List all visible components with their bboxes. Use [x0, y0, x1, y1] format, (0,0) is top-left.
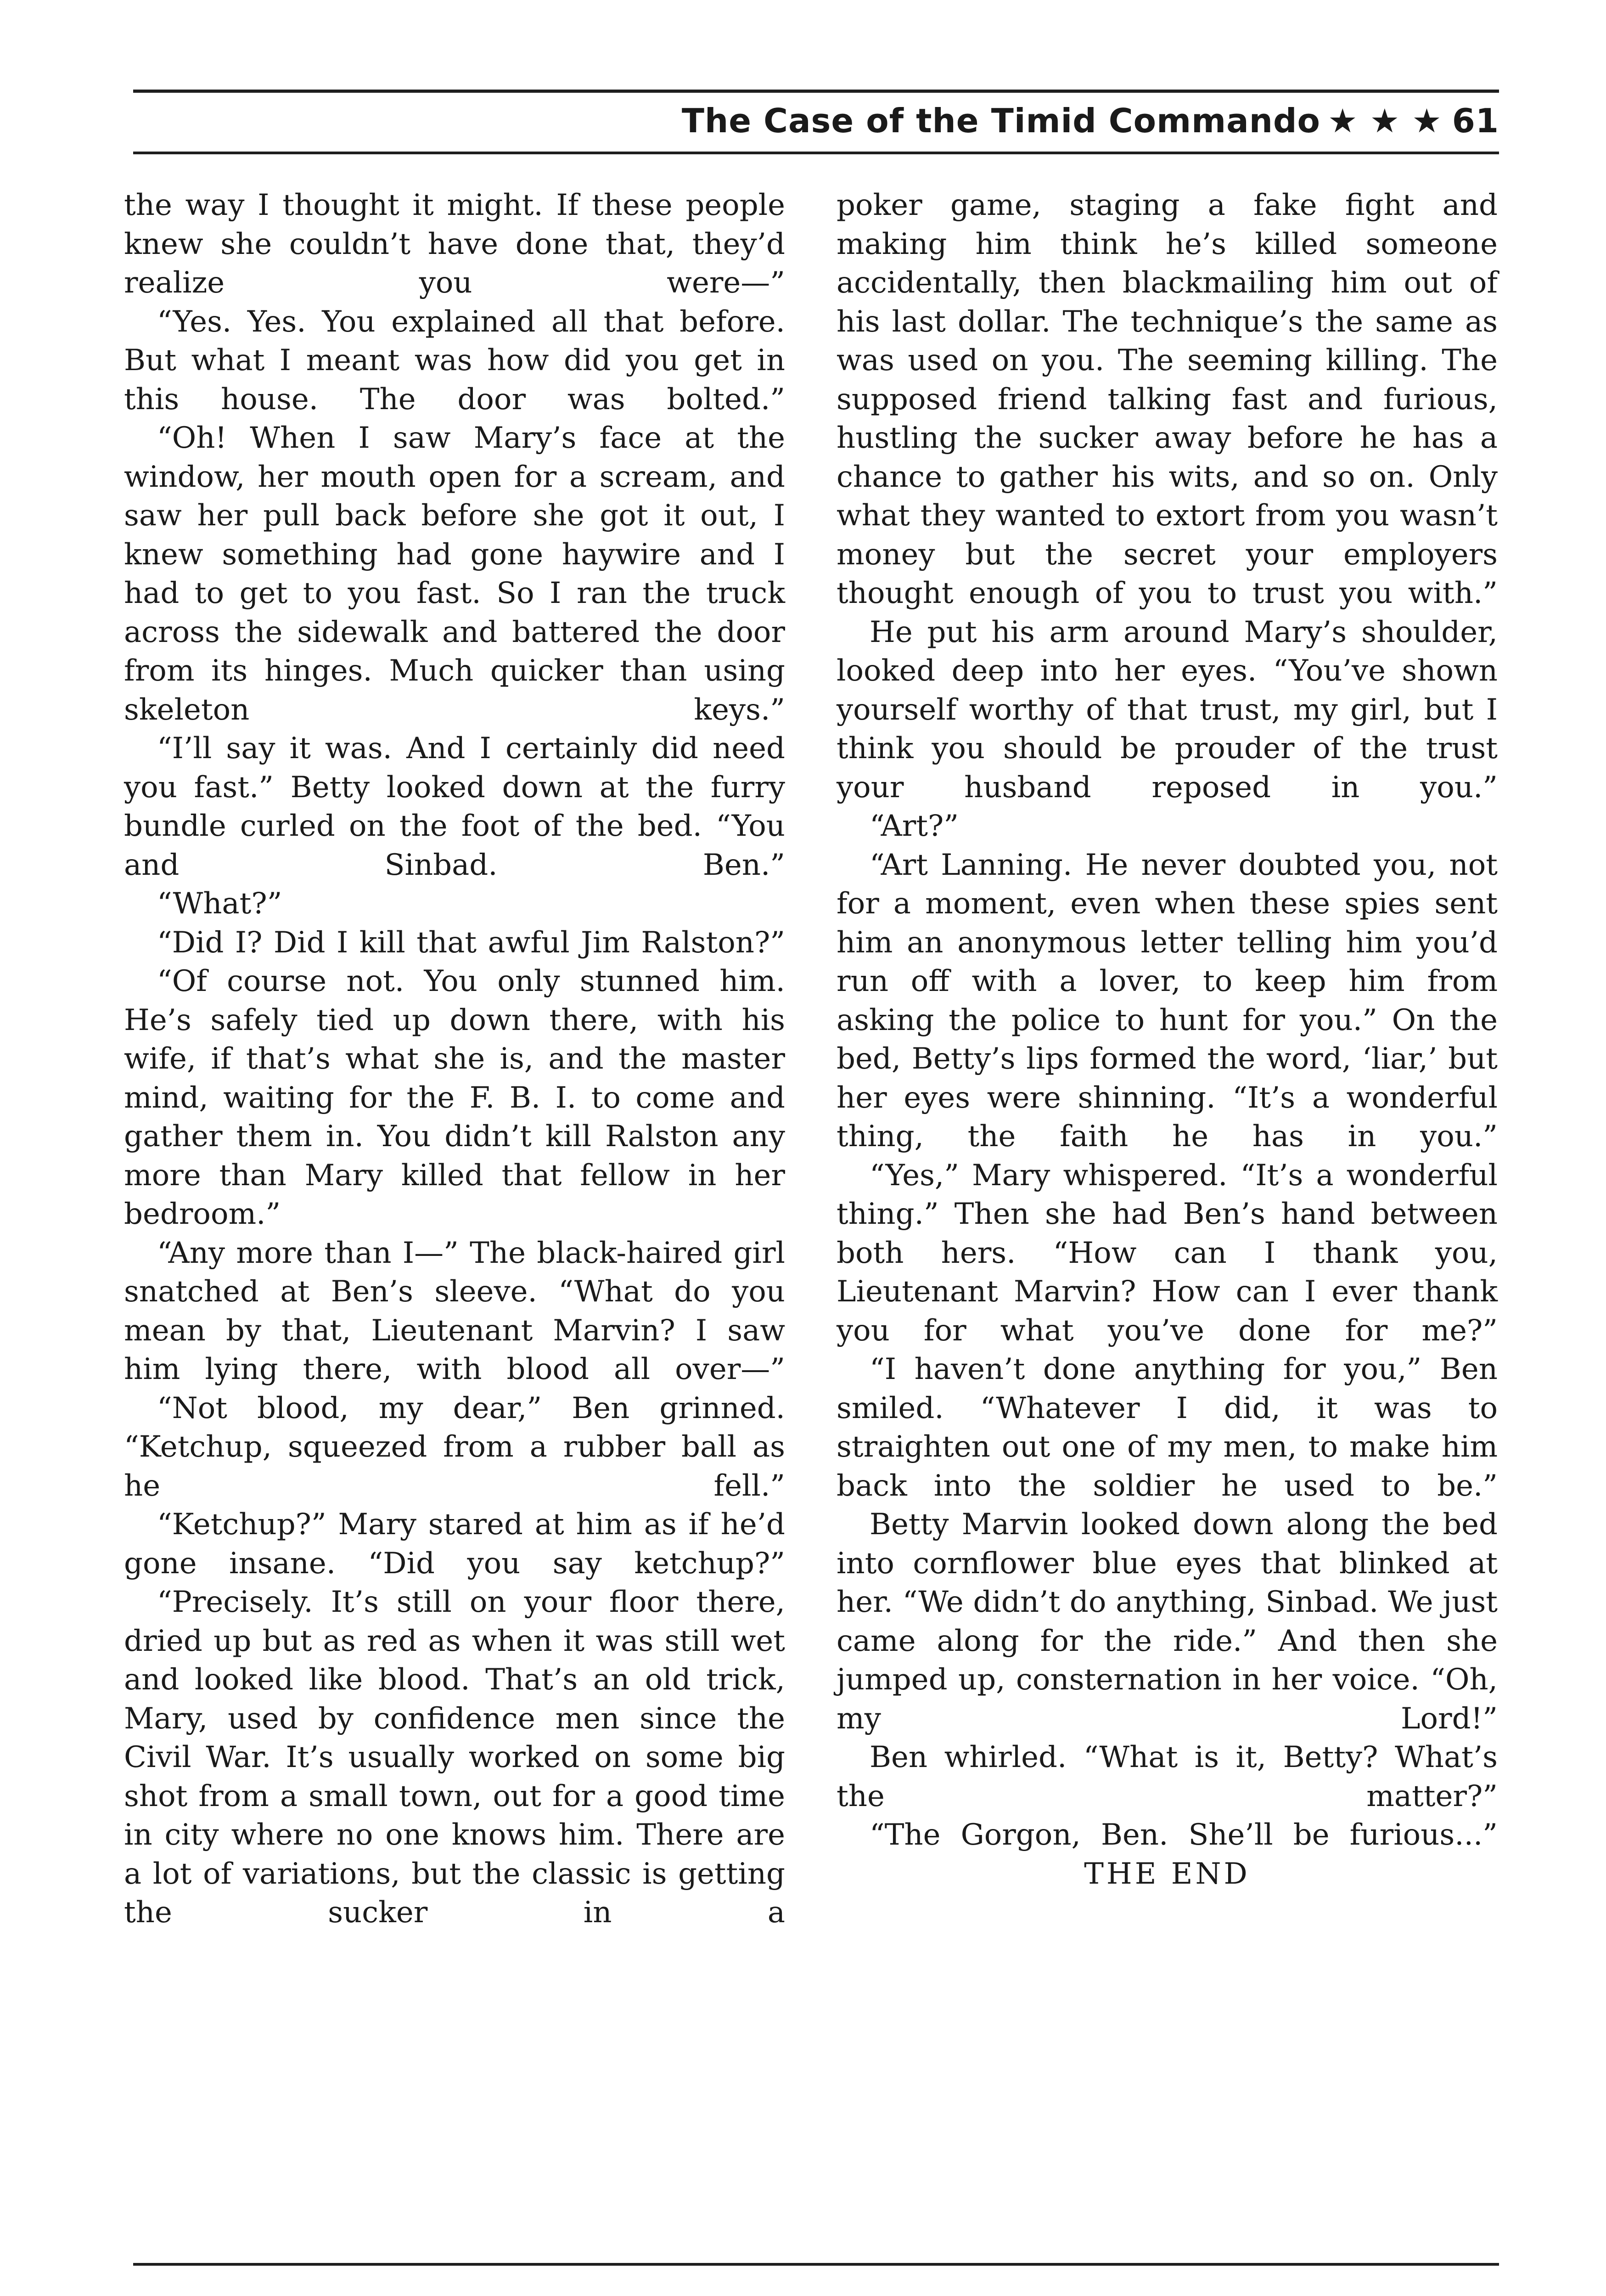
paragraph: “Yes,” Mary whispered. “It’s a wonderful thing.” Then she had Ben’s hand between both hers. “How can I thank you, Lieutenant Marvin? How can I ever thank you for what you’ve done for me?”	[837, 1158, 1498, 1348]
paragraph: “Ketchup?” Mary stared at him as if he’d gone insane. “Did you say ketchup?”	[124, 1508, 785, 1581]
paragraph: Ben whirled. “What is it, Betty? What’s the matter?”	[837, 1740, 1498, 1813]
paragraph: “I haven’t done anything for you,” Ben smiled. “Whatever I did, it was to straighten out one of my men, to make him back into the soldier he used to be.”	[837, 1352, 1498, 1503]
header-rule	[133, 152, 1499, 154]
paragraph: “I’ll say it was. And I certainly did need you fast.” Betty looked down at the furry bundle curled on the foot of the bed. “You and Sinbad. Ben.”	[124, 732, 785, 882]
paragraph: He put his arm around Mary’s shoulder, looked deep into her eyes. “You’ve shown yourself worthy of that trust, my girl, but I think you should be prouder of the trust your husband reposed in you.”	[837, 615, 1498, 805]
paragraph: “Not blood, my dear,” Ben grinned. “Ketchup, squeezed from a rubber ball as he fell.”	[124, 1391, 785, 1503]
paragraph: “What?”	[157, 887, 282, 921]
the-end: THE END	[1084, 1857, 1250, 1891]
paragraph: Betty Marvin looked down along the bed into cornflower blue eyes that blinked at her. “We didn’t do anything, Sinbad. We just came along for the ride.” And then she jumped up, consternation in her voice. “Oh, my Lord!”	[837, 1508, 1498, 1736]
paragraph: “The Gorgon, Ben. She’ll be furious...”	[870, 1818, 1498, 1852]
story-title: The Case of the Timid Commando	[681, 101, 1321, 140]
left-column	[124, 186, 785, 1932]
top-rule	[133, 90, 1499, 93]
paragraph: “Precisely. It’s still on your floor there, dried up but as red as when it was still wet and looked like blood. That’s an old trick, Mary, used by confidence men since the Civil War. It’s usually worked on some big shot from a small town, out for a good time in city where no one knows him. There are a lot of variations, but the classic is getting the sucker in a	[124, 1585, 785, 1930]
stars-ornament: ★ ★ ★	[1328, 101, 1442, 140]
paragraph: “Yes. Yes. You explained all that before. But what I meant was how did you get in this house. The door was bolted.”	[124, 304, 785, 416]
paragraph: poker game, staging a fake fight and making him think he’s killed someone accidentally, then blackmailing him out of his last dollar. The technique’s the same as was used on you. The seeming killing. The supposed friend talking fast and furious, hustling the sucker away before he has a chance to gather his wits, and so on. Only what they wanted to extort from you wasn’t money but the secret your employers thought enough of you to trust you with.”	[837, 188, 1498, 610]
running-header	[133, 96, 1499, 146]
page-number: 61	[1452, 101, 1499, 140]
paragraph: the way I thought it might. If these people knew she couldn’t have done that, they’d realize you were—”	[124, 188, 785, 300]
paragraph: “Did I? Did I kill that awful Jim Ralston?”	[157, 925, 785, 960]
paragraph: “Of course not. You only stunned him. He’s safely tied up down there, with his wife, if that’s what she is, and the master mind, waiting for the F. B. I. to come and gather them in. You didn’t kill Ralston any more than Mary killed that fellow in her bedroom.”	[124, 964, 785, 1231]
right-column	[837, 186, 1498, 1893]
paragraph: “Art Lanning. He never doubted you, not for a moment, even when these spies sent him an anonymous letter telling him you’d run off with a lover, to keep him from asking the police to hunt for you.” On the bed, Betty’s lips formed the word, ‘liar,’ but her eyes were shinning. “It’s a wonderful thing, the faith he has in you.”	[837, 848, 1498, 1154]
bottom-rule	[133, 2263, 1499, 2266]
paragraph: “Art?”	[870, 809, 959, 843]
paragraph: “Oh! When I saw Mary’s face at the window, her mouth open for a scream, and saw her pull back before she got it out, I knew something had gone haywire and I had to get to you fast. So I ran the truck across the sidewalk and battered the door from its hinges. Much quicker than using skeleton keys.”	[124, 421, 785, 727]
paragraph: “Any more than I—” The black-haired girl snatched at Ben’s sleeve. “What do you mean by that, Lieutenant Marvin? I saw him lying there, with blood all over—”	[124, 1236, 785, 1386]
